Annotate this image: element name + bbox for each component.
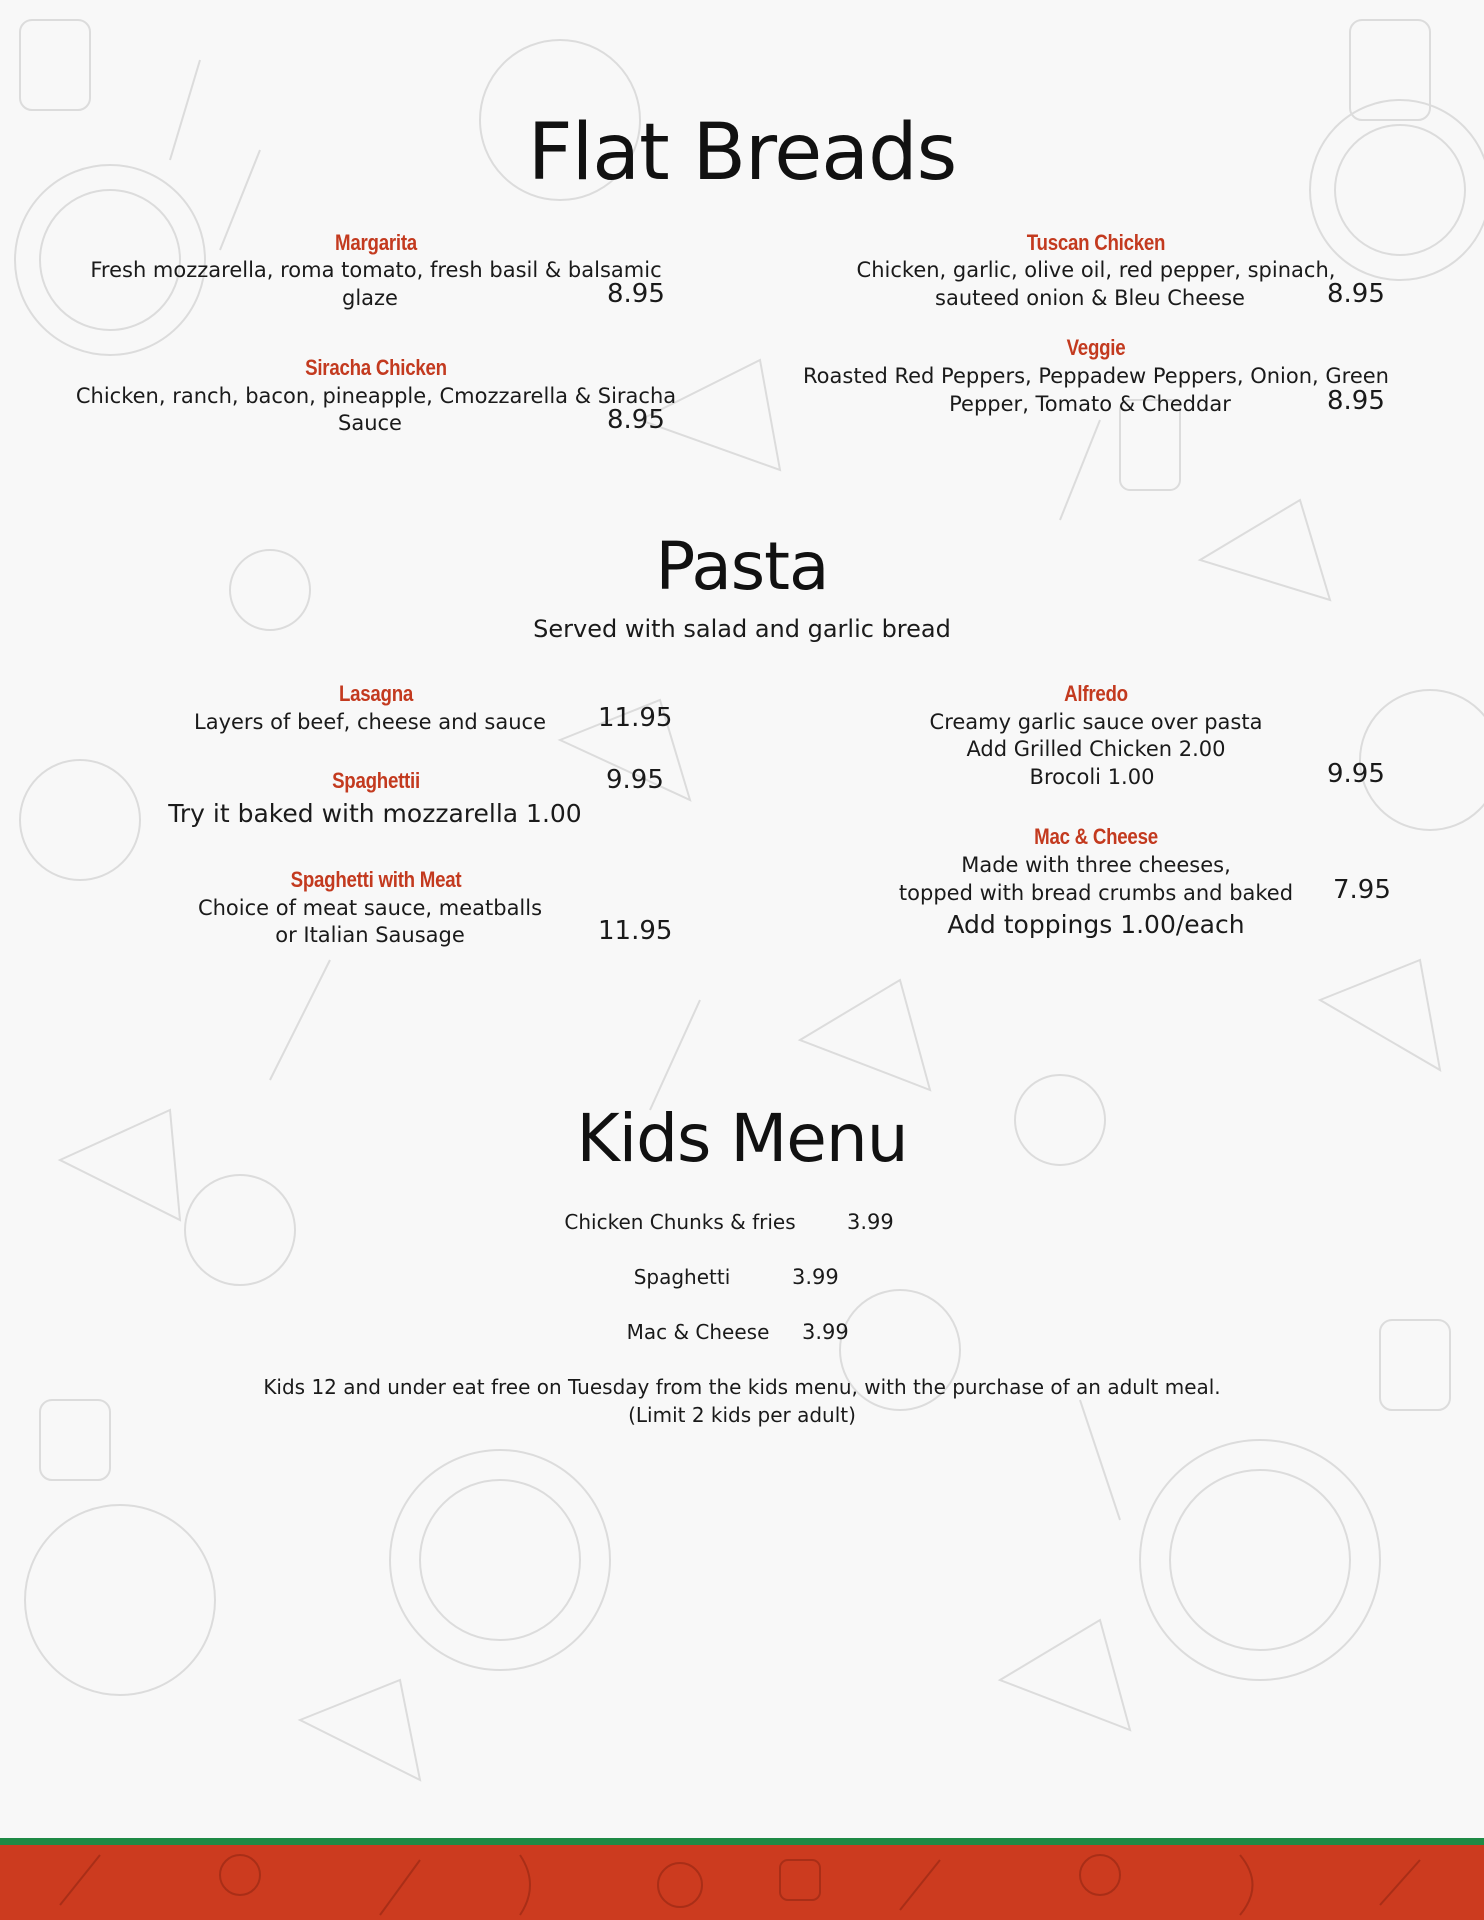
menu-item-description: Chicken, ranch, bacon, pineapple, Cmozzarella & Siracha (75, 384, 677, 408)
menu-item-description: glaze (342, 286, 398, 310)
menu-item-description: Made with three cheeses, (961, 853, 1231, 877)
menu-item-name: Alfredo (1064, 681, 1128, 706)
pasta-heading: Pasta (655, 528, 829, 605)
menu-item-description: Choice of meat sauce, meatballs (197, 896, 543, 920)
pasta-subtitle: Served with salad and garlic bread (533, 615, 951, 643)
menu-item-price: 11.95 (598, 916, 673, 946)
menu-item-price: 7.95 (1333, 875, 1391, 905)
flat-breads-heading: Flat Breads (527, 108, 957, 198)
menu-item-description: Add Grilled Chicken 2.00 (966, 737, 1226, 761)
menu-item-name: Lasagna (338, 681, 414, 706)
kids-menu-heading: Kids Menu (576, 1100, 908, 1177)
menu-item-description: or Italian Sausage (275, 923, 465, 947)
menu-item-description: Chicken, garlic, olive oil, red pepper, spinach, (856, 258, 1336, 282)
menu-item-price: 8.95 (1327, 279, 1385, 309)
kids-promo-note: Kids 12 and under eat free on Tuesday from the kids menu, with the purchase of an adult meal. (263, 1375, 1221, 1399)
menu-item-description: Add toppings 1.00/each (947, 910, 1245, 939)
kids-item-name: Chicken Chunks & fries (564, 1210, 796, 1234)
menu-item-name: Mac & Cheese (1034, 824, 1158, 849)
footer-green-stripe (0, 1838, 1484, 1845)
menu-item-price: 8.95 (1327, 386, 1385, 416)
menu-item-price: 8.95 (607, 279, 665, 309)
menu-item-name: Margarita (335, 230, 417, 255)
footer-doodle-pattern (0, 1845, 1484, 1920)
menu-item-price: 9.95 (606, 765, 664, 795)
menu-item-description: Creamy garlic sauce over pasta (929, 710, 1263, 734)
kids-item-price: 3.99 (847, 1210, 894, 1234)
menu-item-description: Brocoli 1.00 (1029, 765, 1155, 789)
menu-item-name: Spaghettii (332, 768, 420, 793)
menu-item-description: Try it baked with mozzarella 1.00 (168, 799, 582, 828)
menu-item-name: Siracha Chicken (305, 355, 447, 380)
kids-item-price: 3.99 (802, 1320, 849, 1344)
menu-item-name: Tuscan Chicken (1026, 230, 1166, 255)
kids-item-name: Spaghetti (633, 1265, 731, 1289)
menu-item-price: 11.95 (598, 703, 673, 733)
menu-item-description: topped with bread crumbs and baked (898, 881, 1294, 905)
menu-item-description: sauteed onion & Bleu Cheese (935, 286, 1245, 310)
menu-item-description: Sauce (338, 411, 402, 435)
menu-item-description: Layers of beef, cheese and sauce (194, 710, 546, 734)
menu-item-description: Roasted Red Peppers, Peppadew Peppers, Onion, Green (803, 364, 1389, 388)
footer-red-band (0, 1845, 1484, 1920)
menu-item-description: Fresh mozzarella, roma tomato, fresh basil & balsamic (90, 258, 662, 282)
menu-item-price: 8.95 (607, 405, 665, 435)
kids-promo-limit: (Limit 2 kids per adult) (628, 1403, 856, 1427)
kids-item-price: 3.99 (792, 1265, 839, 1289)
menu-item-price: 9.95 (1327, 759, 1385, 789)
kids-item-name: Mac & Cheese (626, 1320, 770, 1344)
menu-item-description: Pepper, Tomato & Cheddar (949, 392, 1231, 416)
menu-item-name: Veggie (1066, 335, 1126, 360)
menu-item-name: Spaghetti with Meat (290, 867, 462, 892)
